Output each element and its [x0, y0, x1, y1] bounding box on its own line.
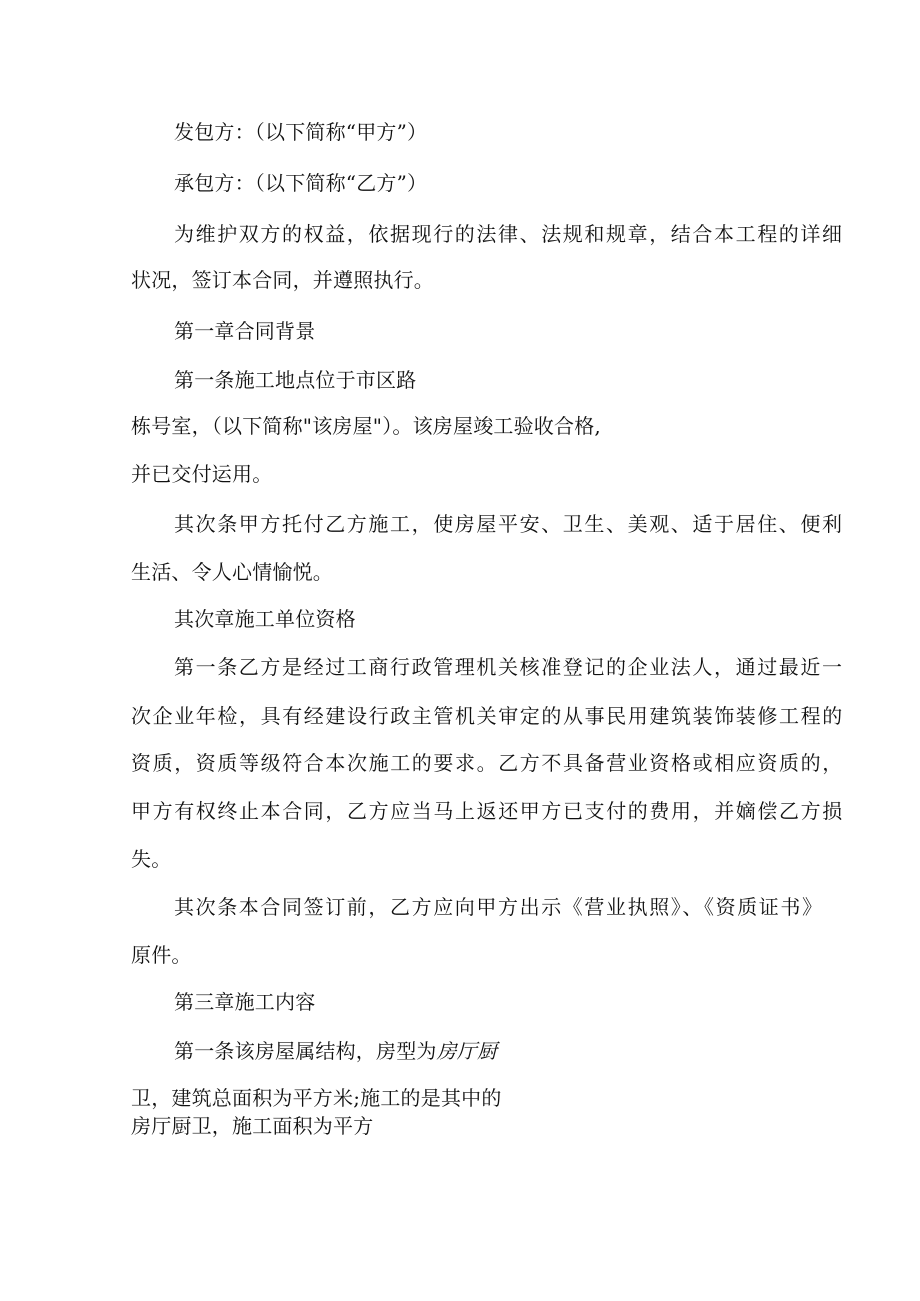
party-a-line: 发包方：（以下简称“甲方”）	[174, 120, 428, 144]
chapter-1-article-1-line-1: 第一条施工地点位于市区路	[174, 368, 417, 392]
chapter-1-article-2-line-1: 其次条甲方托付乙方施工，使房屋平安、卫生、美观、适于居住、便利	[174, 512, 844, 536]
chapter-3-article-1-line-1	[174, 1037, 497, 1065]
chapter-2-article-1-line-3: 资质，资质等级符合本次施工的要求。乙方不具备营业资格或相应资质的，	[131, 751, 844, 775]
chapter-1-heading: 第一章合同背景	[174, 319, 316, 343]
chapter-2-article-1-line-4: 甲方有权终止本合同，乙方应当马上返还甲方已支付的费用，并嫡偿乙方损	[131, 799, 844, 823]
chapter-2-article-1-line-5: 失。	[131, 847, 172, 871]
chapter-2-article-1-line-1: 第一条乙方是经过工商行政管理机关核准登记的企业法人，通过最近一	[174, 655, 844, 679]
chapter-3-article-1-line-1-italic: 房厅厨	[436, 1039, 498, 1063]
chapter-3-article-1-line-3: 房厅厨卫，施工面积为平方	[131, 1114, 374, 1138]
preamble-line-2: 状况，签订本合同，并遵照执行。	[131, 268, 434, 292]
chapter-1-article-2-line-2: 生活、令人心情愉悦。	[131, 560, 333, 584]
chapter-2-heading: 其次章施工单位资格	[174, 607, 356, 631]
preamble-line-1: 为维护双方的权益，依据现行的法律、法规和规章，结合本工程的详细	[174, 222, 844, 246]
chapter-1-article-1-line-2: 栋号室，（以下简称"该房屋"）。该房屋竣工验收合格,	[131, 414, 601, 438]
party-b-line: 承包方：（以下简称“乙方”）	[174, 171, 428, 195]
chapter-3-heading: 第三章施工内容	[174, 990, 316, 1014]
chapter-2-article-1-line-2: 次企业年检，具有经建设行政主管机关审定的从事民用建筑装饰装修工程的	[131, 704, 844, 728]
chapter-2-article-2-line-1: 其次条本合同签订前，乙方应向甲方出示《营业执照》、《资质证书》	[174, 895, 824, 919]
chapter-1-article-1-line-3: 并已交付运用。	[131, 462, 273, 486]
chapter-2-article-2-line-2: 原件。	[131, 943, 192, 967]
chapter-3-article-1-line-2: 卫，建筑总面积为平方米;施工的是其中的	[131, 1086, 502, 1110]
chapter-3-article-1-line-1-text: 第一条该房屋属结构，房型为	[174, 1039, 437, 1063]
